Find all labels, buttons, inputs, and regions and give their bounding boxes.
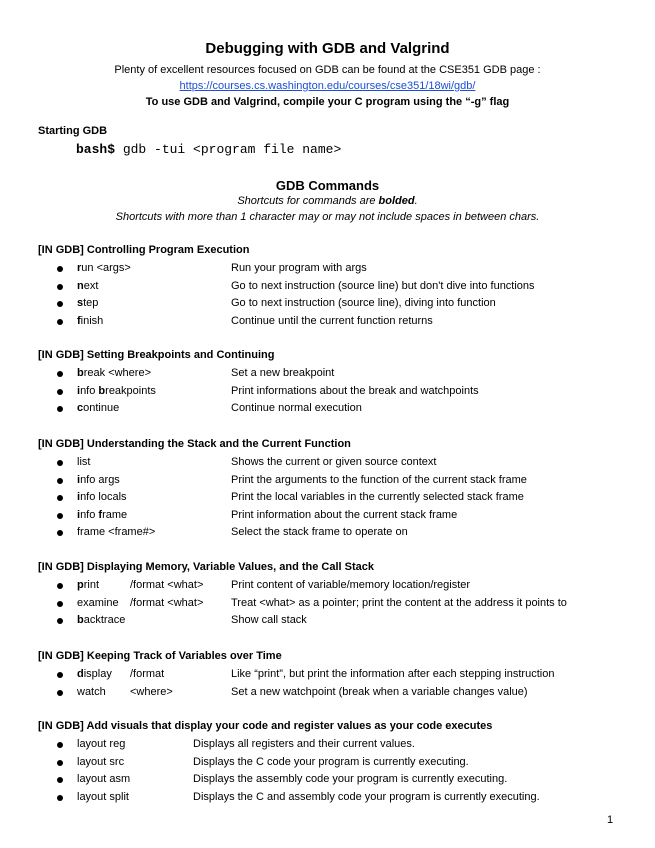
- command-description: Show call stack: [231, 614, 307, 627]
- shortcut-note: [0, 195, 655, 207]
- command-description: Run your program with args: [231, 262, 367, 274]
- command-item: [0, 456, 655, 472]
- command-item: [0, 297, 655, 313]
- bullet-icon: [57, 690, 63, 696]
- bullet-icon: [57, 601, 63, 607]
- command-name: info locals: [77, 491, 127, 504]
- command-name: info args: [77, 473, 120, 486]
- command-description: Print content of variable/memory location/register: [231, 579, 471, 591]
- command-item: [0, 597, 655, 613]
- bullet-icon: [57, 301, 63, 307]
- command-args: <where>: [130, 685, 173, 698]
- bullet-icon: [57, 618, 63, 624]
- note-text: Shortcuts for commands are: [237, 195, 379, 207]
- section-heading: [IN GDB] Add visuals that display your code and register values as your code executes: [38, 720, 493, 732]
- command-description: Print the local variables in the currently selected stack frame: [231, 491, 524, 504]
- note-punct: .: [414, 195, 418, 207]
- command-item: [0, 262, 655, 278]
- command-item: [0, 367, 655, 383]
- command-description: Print informations about the break and watchpoints: [231, 384, 479, 397]
- command-name: continue: [77, 402, 120, 415]
- section-heading: [IN GDB] Controlling Program Execution: [38, 244, 250, 256]
- section-heading: [IN GDB] Keeping Track of Variables over Time: [38, 650, 282, 662]
- page-title: Debugging with GDB and Valgrind: [205, 40, 450, 57]
- gdb-resource-link[interactable]: https://courses.cs.washington.edu/courses/cse351/18wi/gdb/: [179, 80, 476, 92]
- compile-note: To use GDB and Valgrind, compile your C program using the “-g” flag: [145, 96, 510, 108]
- command-name: frame <frame#>: [77, 526, 156, 539]
- command-item: [0, 402, 655, 418]
- note-bold-text: bolded: [378, 195, 415, 207]
- bullet-icon: [57, 777, 63, 783]
- bullet-icon: [57, 760, 63, 766]
- command-description: Displays all registers and their current values.: [193, 738, 415, 750]
- start-command: [76, 142, 341, 157]
- section-heading: [IN GDB] Understanding the Stack and the Current Function: [38, 438, 351, 450]
- command-name: examine: [77, 596, 119, 609]
- bullet-icon: [57, 742, 63, 748]
- bullet-icon: [57, 266, 63, 272]
- command-description: Go to next instruction (source line), diving into function: [231, 297, 496, 310]
- command-name: next: [77, 279, 99, 292]
- command-description: Select the stack frame to operate on: [231, 526, 408, 539]
- command-item: [0, 738, 655, 754]
- bullet-icon: [57, 284, 63, 290]
- command-name: backtrace: [77, 614, 126, 627]
- command-name: info breakpoints: [77, 384, 156, 397]
- command-name: print: [77, 579, 100, 591]
- command-item: [0, 773, 655, 789]
- command-description: Continue until the current function returns: [231, 314, 433, 327]
- command-name: list: [77, 456, 91, 468]
- bullet-icon: [57, 513, 63, 519]
- command-name: finish: [77, 314, 104, 327]
- command-description: Displays the assembly code your program is currently executing.: [193, 773, 508, 786]
- command-args: /format <what>: [130, 579, 204, 591]
- command-item: [0, 614, 655, 630]
- bullet-icon: [57, 795, 63, 801]
- command-name: layout src: [77, 755, 125, 768]
- bullet-icon: [57, 460, 63, 466]
- command-name: run <args>: [77, 262, 131, 274]
- command-item: [0, 579, 655, 595]
- command-description: Print the arguments to the function of the current stack frame: [231, 473, 527, 486]
- bullet-icon: [57, 319, 63, 325]
- bullet-icon: [57, 672, 63, 678]
- section-heading: [IN GDB] Displaying Memory, Variable Values, and the Call Stack: [38, 561, 375, 573]
- command-name: break <where>: [77, 367, 151, 379]
- command-item: [0, 791, 655, 807]
- command-item: [0, 385, 655, 401]
- command-args: /format <what>: [130, 596, 204, 609]
- command-item: [0, 756, 655, 772]
- command-name: info frame: [77, 508, 128, 521]
- bullet-icon: [57, 530, 63, 536]
- command-item: [0, 526, 655, 542]
- command-item: [0, 280, 655, 296]
- bullet-icon: [57, 583, 63, 589]
- command-name: layout split: [77, 790, 129, 803]
- bullet-icon: [57, 389, 63, 395]
- command-description: Displays the C code your program is currently executing.: [193, 755, 469, 768]
- command-description: Print information about the current stack frame: [231, 508, 458, 521]
- command-description: Treat <what> as a pointer; print the content at the address it points to: [231, 596, 567, 609]
- intro-text: Plenty of excellent resources focused on GDB can be found at the CSE351 GDB page :: [114, 64, 541, 76]
- command-name: layout asm: [77, 773, 131, 786]
- bullet-icon: [57, 406, 63, 412]
- shell-prompt: bash$: [76, 142, 116, 157]
- starting-gdb-heading: Starting GDB: [38, 125, 108, 137]
- command-item: [0, 474, 655, 490]
- bullet-icon: [57, 371, 63, 377]
- command-item: [0, 686, 655, 702]
- gdb-commands-heading: GDB Commands: [275, 178, 380, 193]
- command-item: [0, 668, 655, 684]
- command-name: watch: [77, 685, 106, 698]
- bullet-icon: [57, 495, 63, 501]
- command-description: Like “print”, but print the information after each stepping instruction: [231, 668, 555, 680]
- gdb-command: gdb -tui <program file name>: [122, 142, 342, 157]
- command-description: Continue normal execution: [231, 402, 362, 415]
- command-args: /format: [130, 668, 165, 680]
- command-name: layout reg: [77, 738, 126, 750]
- command-item: [0, 491, 655, 507]
- command-description: Set a new watchpoint (break when a variable changes value): [231, 685, 528, 698]
- command-name: step: [77, 297, 99, 310]
- command-description: Set a new breakpoint: [231, 367, 335, 379]
- command-item: [0, 509, 655, 525]
- shortcut-spacing-note: Shortcuts with more than 1 character may or may not include spaces in between chars.: [115, 211, 540, 223]
- bullet-icon: [57, 478, 63, 484]
- command-description: Shows the current or given source context: [231, 456, 437, 468]
- command-description: Displays the C and assembly code your program is currently executing.: [193, 790, 540, 803]
- command-description: Go to next instruction (source line) but don't dive into functions: [231, 279, 535, 292]
- page-number: 1: [607, 814, 614, 826]
- command-item: [0, 315, 655, 331]
- section-heading: [IN GDB] Setting Breakpoints and Continuing: [38, 349, 275, 361]
- command-name: display: [77, 668, 112, 680]
